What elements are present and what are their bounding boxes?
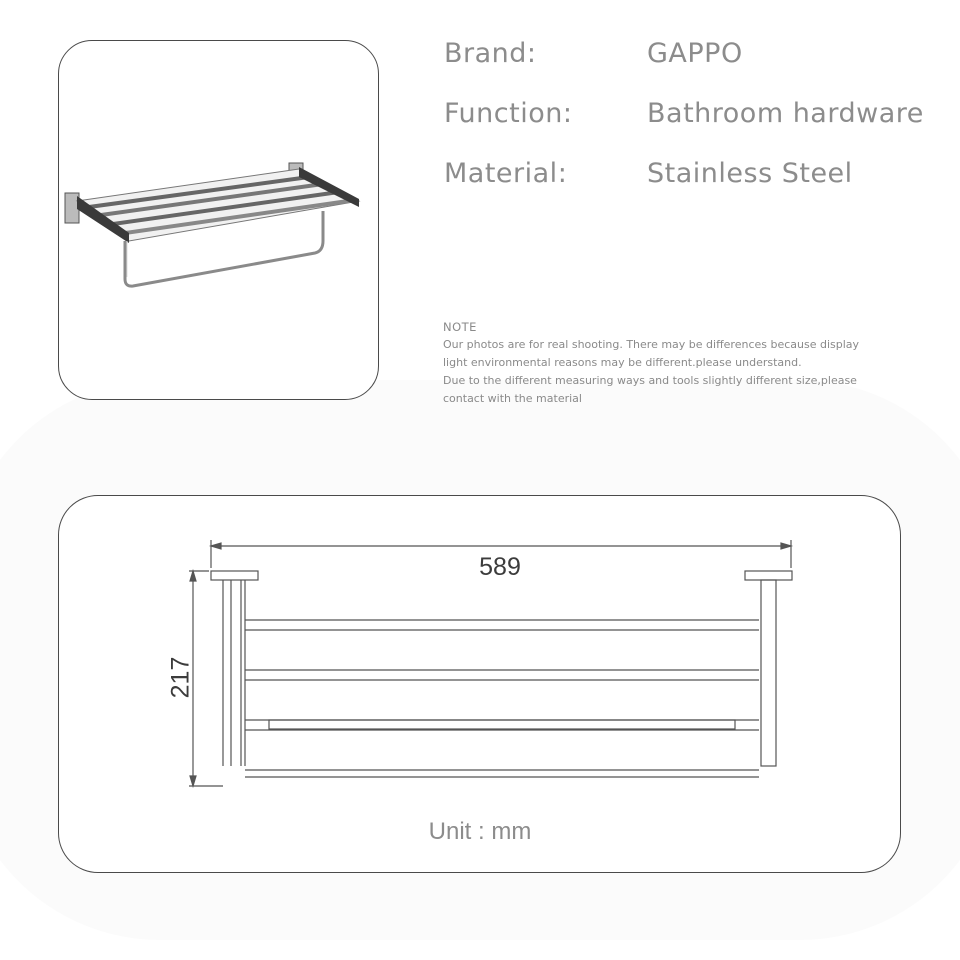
height-dimension-label: 217: [166, 656, 195, 699]
spec-value: Stainless Steel: [647, 158, 853, 189]
note-block: [443, 318, 903, 408]
towel-rack-photo: [59, 41, 379, 400]
note-line: Due to the different measuring ways and tools slightly different size,please: [443, 374, 857, 387]
spec-value: Bathroom hardware: [647, 98, 924, 129]
note-line: contact with the material: [443, 392, 582, 405]
note-line: Our photos are for real shooting. There may be differences because display: [443, 338, 860, 351]
note-title: NOTE: [443, 320, 477, 334]
spec-key: Function:: [444, 98, 573, 129]
spec-key: Brand:: [444, 38, 537, 69]
note-line: light environmental reasons may be different.please understand.: [443, 356, 802, 369]
unit-label: Unit : mm: [428, 818, 532, 845]
spec-value: GAPPO: [647, 38, 743, 69]
spec-key: Material:: [444, 158, 568, 189]
product-photo-card: [58, 40, 379, 400]
width-dimension-label: 589: [479, 553, 521, 581]
